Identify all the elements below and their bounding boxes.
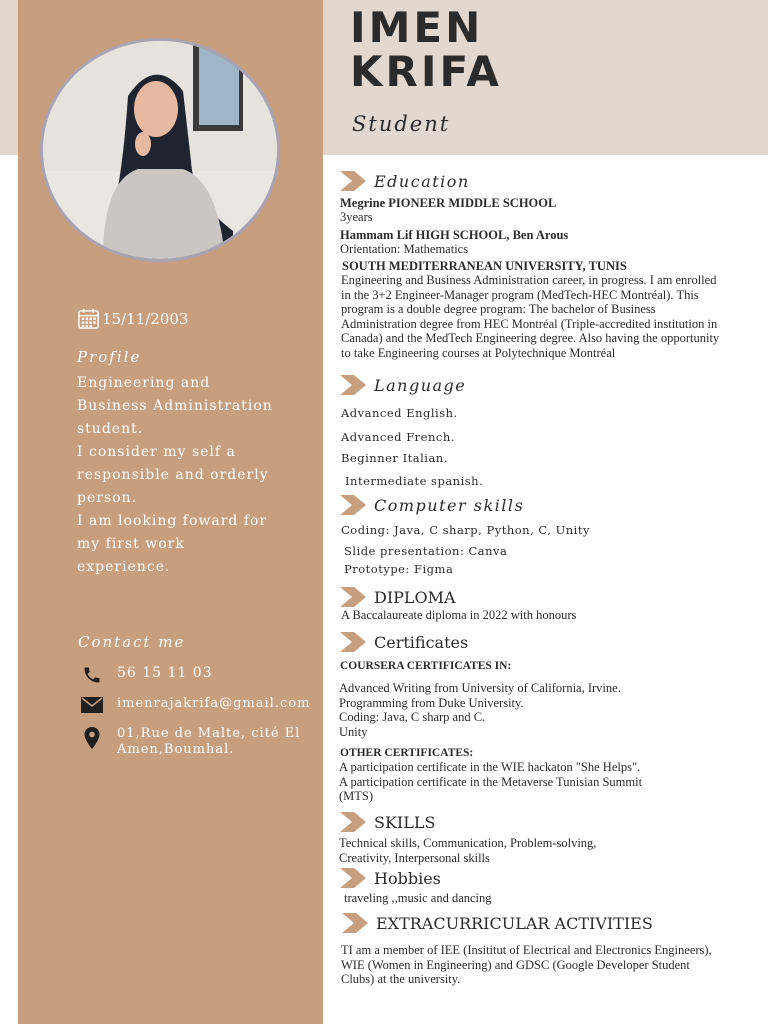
education-title: Education: [374, 171, 470, 191]
extracurricular-text: [341, 943, 735, 987]
description-line: Canada) and the MedTech Engineering degree. Also having the opportunity: [341, 331, 720, 345]
certificate-line: Advanced Writing from University of California, Irvine.: [339, 681, 621, 695]
certificates-title: Certificates: [374, 632, 469, 652]
address-line: 01,Rue de Malte, cité El: [117, 726, 301, 741]
diploma-text: A Baccalaureate diploma in 2022 with honours: [341, 608, 577, 622]
diploma-title: DIPLOMA: [374, 587, 456, 607]
description-line: Administration degree from HEC Montréal (Triple-accredited institution in: [341, 316, 718, 331]
extracurricular-line: TI am a member of IEE (Insititut of Electrical and Electronics Engineers),: [341, 943, 712, 957]
description-line: to take Engineering courses at Polytechnique Montréal: [341, 345, 616, 360]
calendar-icon: [77, 307, 100, 330]
contact-email[interactable]: [80, 696, 310, 714]
address-line: Amen,Boumhal.: [117, 742, 235, 757]
role-title: Student: [352, 112, 451, 136]
computer-skills-header: [340, 495, 524, 515]
last-name: KRIFA: [350, 47, 502, 96]
description-line: in the 3+2 Engineer-Manager program (MedTech-HEC Montréal). This: [341, 287, 699, 302]
school-name: Megrine PIONEER MIDDLE SCHOOL: [340, 196, 557, 210]
computer-skill-item: Slide presentation: Canva: [344, 544, 508, 558]
contact-address: [80, 726, 300, 758]
certificates-header: [340, 632, 468, 652]
coursera-list: [339, 681, 621, 739]
extracurricular-line: Clubs) at the university.: [341, 972, 461, 986]
phone-icon: [80, 665, 104, 685]
computer-skills-title: Computer skills: [374, 495, 525, 515]
profile-heading: Profile: [77, 348, 142, 366]
profile-line: Business Administration: [77, 398, 273, 414]
skills-line: Creativity, Interpersonal skills: [339, 850, 490, 865]
chevron-right-icon: [340, 868, 366, 888]
skills-header: [340, 812, 435, 832]
school-name: Hammam Lif HIGH SCHOOL, Ben Arous: [340, 228, 569, 242]
other-certificates-list: [339, 760, 642, 804]
chevron-right-icon: [342, 913, 368, 933]
hobbies-text: traveling ,,music and dancing: [344, 891, 492, 905]
chevron-right-icon: [340, 375, 366, 395]
chevron-right-icon: [340, 632, 366, 652]
profile-line: I consider my self a: [77, 444, 236, 460]
phone-number: 56 15 11 03: [117, 665, 213, 681]
skills-line: Technical skills, Communication, Problem-solving,: [339, 836, 597, 850]
hobbies-title: Hobbies: [374, 868, 441, 888]
profile-line: I am looking foward for: [77, 513, 268, 529]
language-item: Beginner Italian.: [341, 451, 448, 465]
profile-line: person.: [77, 490, 138, 506]
profile-line: my first work: [77, 536, 185, 552]
extracurricular-line: WIE (Women in Engineering) and GDSC (Google Developer Student: [341, 957, 690, 972]
school-detail: Orientation: Mathematics: [340, 242, 469, 256]
location-pin-icon: [80, 726, 104, 750]
certificate-line: (MTS): [339, 789, 374, 803]
chevron-right-icon: [340, 171, 366, 191]
coursera-heading: COURSERA CERTIFICATES IN:: [340, 660, 512, 672]
chevron-right-icon: [340, 495, 366, 515]
other-certificates-heading: OTHER CERTIFICATES:: [340, 747, 474, 759]
profile-photo: [40, 38, 280, 262]
certificate-line: A participation certificate in the Metaverse Tunisian Summit: [339, 774, 643, 789]
education-header: [340, 171, 470, 191]
profile-line: responsible and orderly: [77, 467, 269, 483]
profile-text: [77, 372, 292, 579]
dob-value: 15/11/2003: [102, 309, 189, 328]
school-detail: 3years: [340, 210, 373, 224]
language-item: Intermediate spanish.: [345, 474, 484, 488]
certificate-line: Coding: Java, C sharp and C.: [339, 710, 486, 724]
contact-phone[interactable]: [80, 665, 213, 685]
hobbies-header: [340, 868, 441, 888]
extracurricular-title: EXTRACURRICULAR ACTIVITIES: [376, 913, 653, 933]
language-item: Advanced French.: [341, 430, 455, 444]
profile-line: Engineering and: [77, 375, 211, 391]
school-name: SOUTH MEDITERRANEAN UNIVERSITY, TUNIS: [342, 259, 627, 273]
certificate-line: Unity: [339, 724, 368, 739]
computer-skill-item: Coding: Java, C sharp, Python, C, Unity: [341, 523, 590, 537]
description-line: Engineering and Business Administration career, in progress. I am enrolled: [341, 273, 717, 287]
skills-title: SKILLS: [374, 812, 436, 832]
profile-line: student.: [77, 421, 144, 437]
language-item: Advanced English.: [341, 406, 458, 420]
full-name: [350, 3, 502, 96]
envelope-icon: [80, 696, 104, 714]
certificate-line: Programming from Duke University.: [339, 695, 524, 710]
extracurricular-header: [342, 913, 653, 933]
profile-line: experience.: [77, 559, 171, 575]
language-title: Language: [374, 375, 467, 395]
date-of-birth: [77, 307, 188, 330]
chevron-right-icon: [340, 812, 366, 832]
chevron-right-icon: [340, 587, 366, 607]
email-address: imenrajakrifa@gmail.com: [117, 696, 311, 711]
certificate-line: A participation certificate in the WIE hackaton "She Helps".: [339, 760, 641, 774]
diploma-header: [340, 587, 456, 607]
university-description: [341, 273, 751, 360]
skills-list: [339, 836, 596, 865]
contact-heading: Contact me: [78, 633, 186, 651]
language-header: [340, 375, 466, 395]
address-text: [117, 726, 300, 758]
first-name: IMEN: [350, 3, 484, 52]
computer-skill-item: Prototype: Figma: [344, 562, 454, 576]
description-line: program is a double degree program: The bachelor of Business: [341, 302, 656, 316]
